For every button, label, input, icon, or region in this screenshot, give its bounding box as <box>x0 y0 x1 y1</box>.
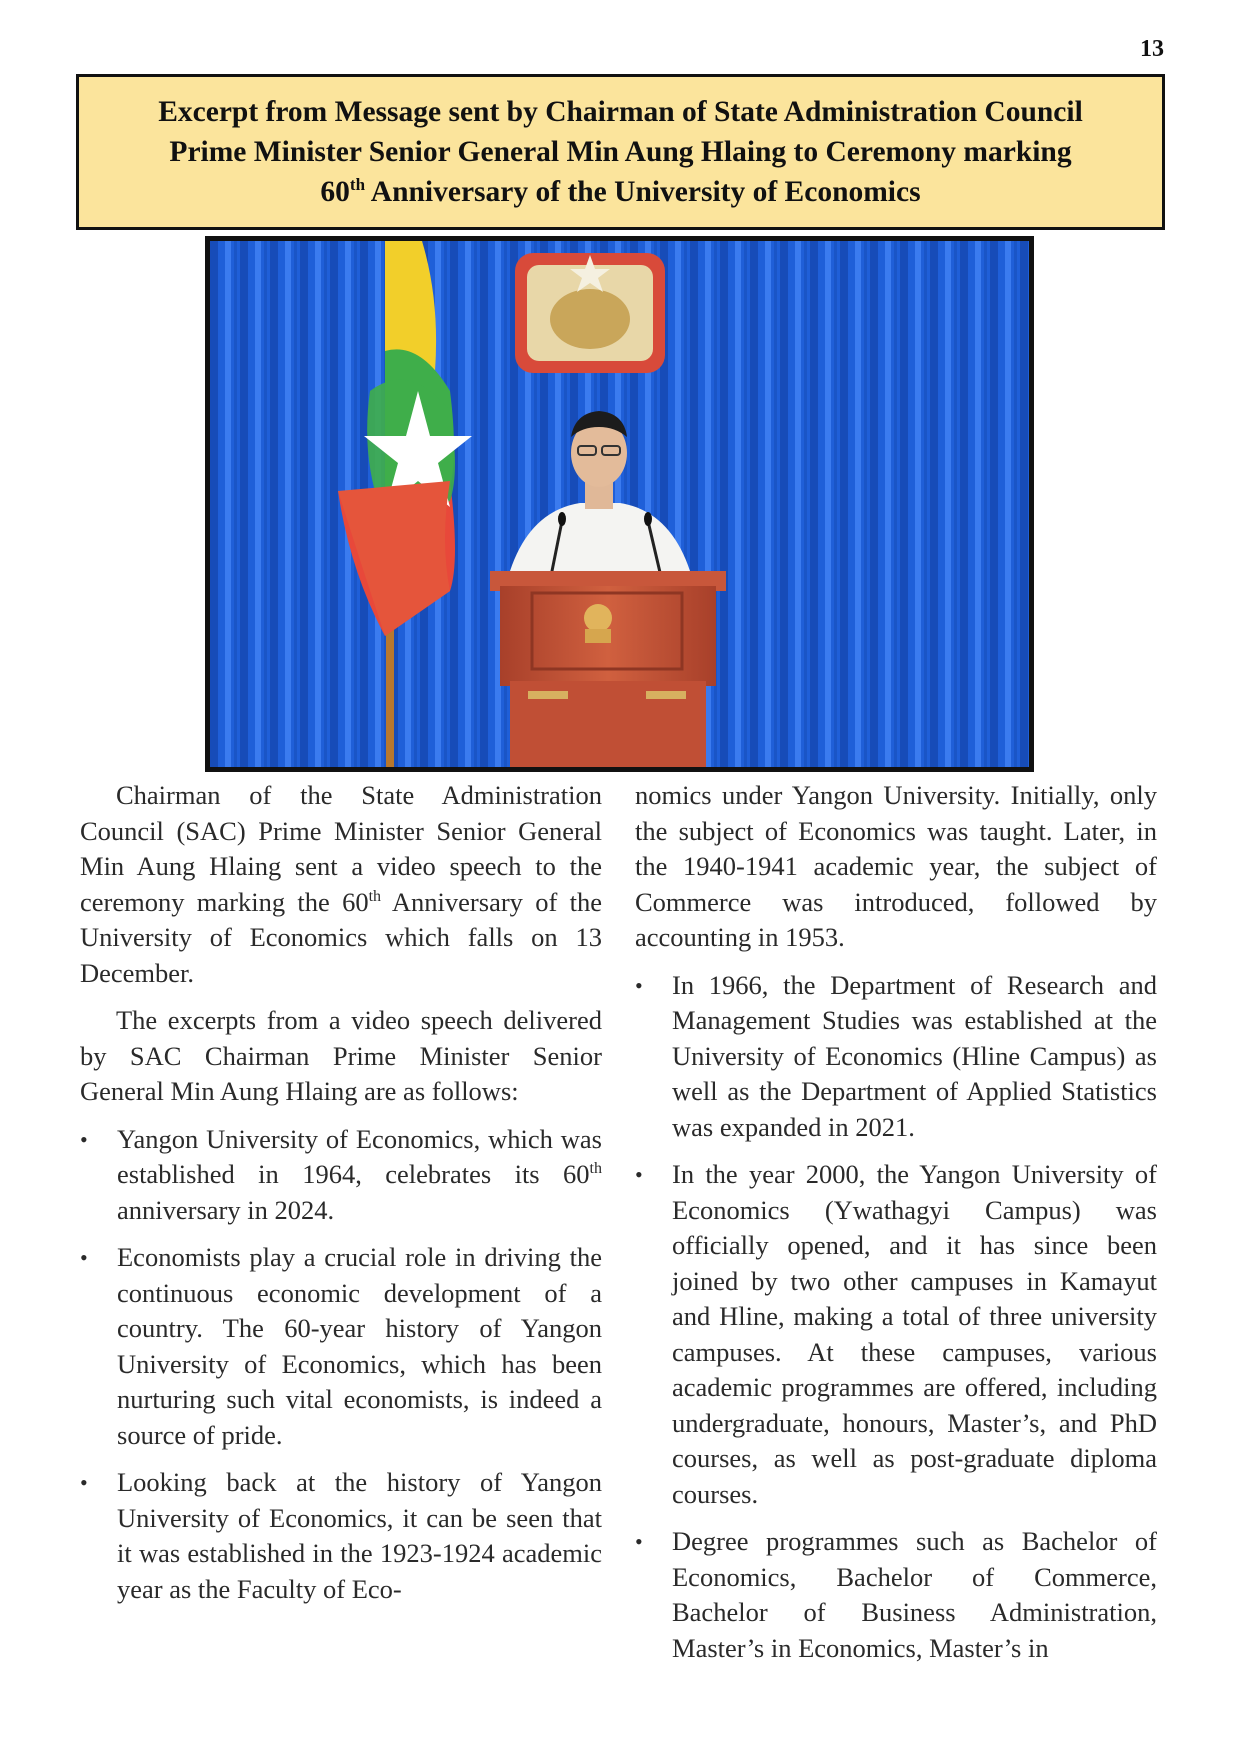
page-number: 13 <box>1140 36 1164 62</box>
list-item <box>635 1157 1157 1512</box>
bullet-1-text-2: anniversary in 2024. <box>117 1194 335 1225</box>
intro-paragraph-2: The excerpts from a video speech delivered by SAC Chairman Prime Minister Senior General Min Aung Hlaing are as follows: <box>80 1005 602 1106</box>
list-item <box>635 968 1157 1146</box>
left-column <box>80 778 602 1619</box>
bullet-icon: • <box>80 1245 88 1270</box>
title-line-1: Excerpt from Message sent by Chairman of State Administration Council <box>158 96 1083 128</box>
intro-ordinal-suffix: th <box>368 887 382 905</box>
bullet-2-text: Economists play a crucial role in driving the continuous economic development of a country. The 60-year history of Yangon University of Economics, which has been nurturing such vital economists, is indeed a source of pride. <box>117 1242 602 1450</box>
title-box <box>76 74 1165 230</box>
bullet-list-right <box>635 968 1157 1667</box>
list-item <box>635 1524 1157 1666</box>
bullet-1-text-1: Yangon University of Economics, which was established in 1964, celebrates its 60 <box>117 1123 602 1189</box>
bullet-1-ordinal-suffix: th <box>589 1160 602 1178</box>
bullet-3-continuation: nomics under Yangon University. Initially, only the subject of Economics was taught. Later, in the 1940-1941 academic year, the subject of Commerce was introduced, followed by accounting in 1953. <box>635 780 1157 952</box>
bullet-3-text: Looking back at the history of Yangon University of Economics, it can be seen that it was established in the 1923-1924 academic year as the Faculty of Eco- <box>117 1467 602 1604</box>
bullet-icon: • <box>635 1162 643 1187</box>
list-item <box>80 1122 602 1229</box>
bullet-list-left <box>80 1122 602 1608</box>
title-line-2: Prime Minister Senior General Min Aung Hlaing to Ceremony marking <box>169 136 1072 168</box>
title-anniversary-number: 60 <box>320 176 350 208</box>
intro-text-1: Chairman of the State Administration Council (SAC) Prime Minister Senior General Min Aung Hlaing sent a video speech to the ceremony marking the 60 <box>80 780 602 917</box>
state-emblem <box>515 253 665 373</box>
bullet-icon: • <box>635 1529 643 1554</box>
title-line-3 <box>320 172 920 212</box>
intro-text-2: Anniversary of the University of Economics which falls on 13 December. <box>80 886 602 988</box>
title-line-3-rest: Anniversary of the University of Economics <box>365 176 921 208</box>
bullet-icon: • <box>635 972 643 998</box>
speaker-at-podium-photo <box>205 236 1034 772</box>
list-item <box>80 1465 602 1607</box>
title-ordinal-suffix: th <box>349 175 366 195</box>
bullet-4-text: In 1966, the Department of Research and Management Studies was established at the University of Economics (Hline Campus) as well as the Department of Applied Statistics was expanded in 2021. <box>672 969 1157 1142</box>
intro-paragraph <box>80 778 602 991</box>
bullet-icon: • <box>80 1126 88 1152</box>
bullet-5-text: In the year 2000, the Yangon University of Economics (Ywathagyi Campus) was officially opened, and it has since been joined by two other campuses in Kamayut and Hline, making a total of three university campuses. At these campuses, various academic programmes are offered, including undergraduate, honours, Master’s, and PhD courses, as well as post-graduate diploma courses. <box>672 1159 1157 1509</box>
list-item <box>80 1240 602 1453</box>
podium <box>490 571 726 767</box>
right-column <box>635 778 1157 1678</box>
bullet-6-text: Degree programmes such as Bachelor of Economics, Bachelor of Commerce, Bachelor of Business Administration, Master’s in Economics, Master’s in <box>672 1526 1157 1663</box>
bullet-icon: • <box>80 1470 88 1495</box>
